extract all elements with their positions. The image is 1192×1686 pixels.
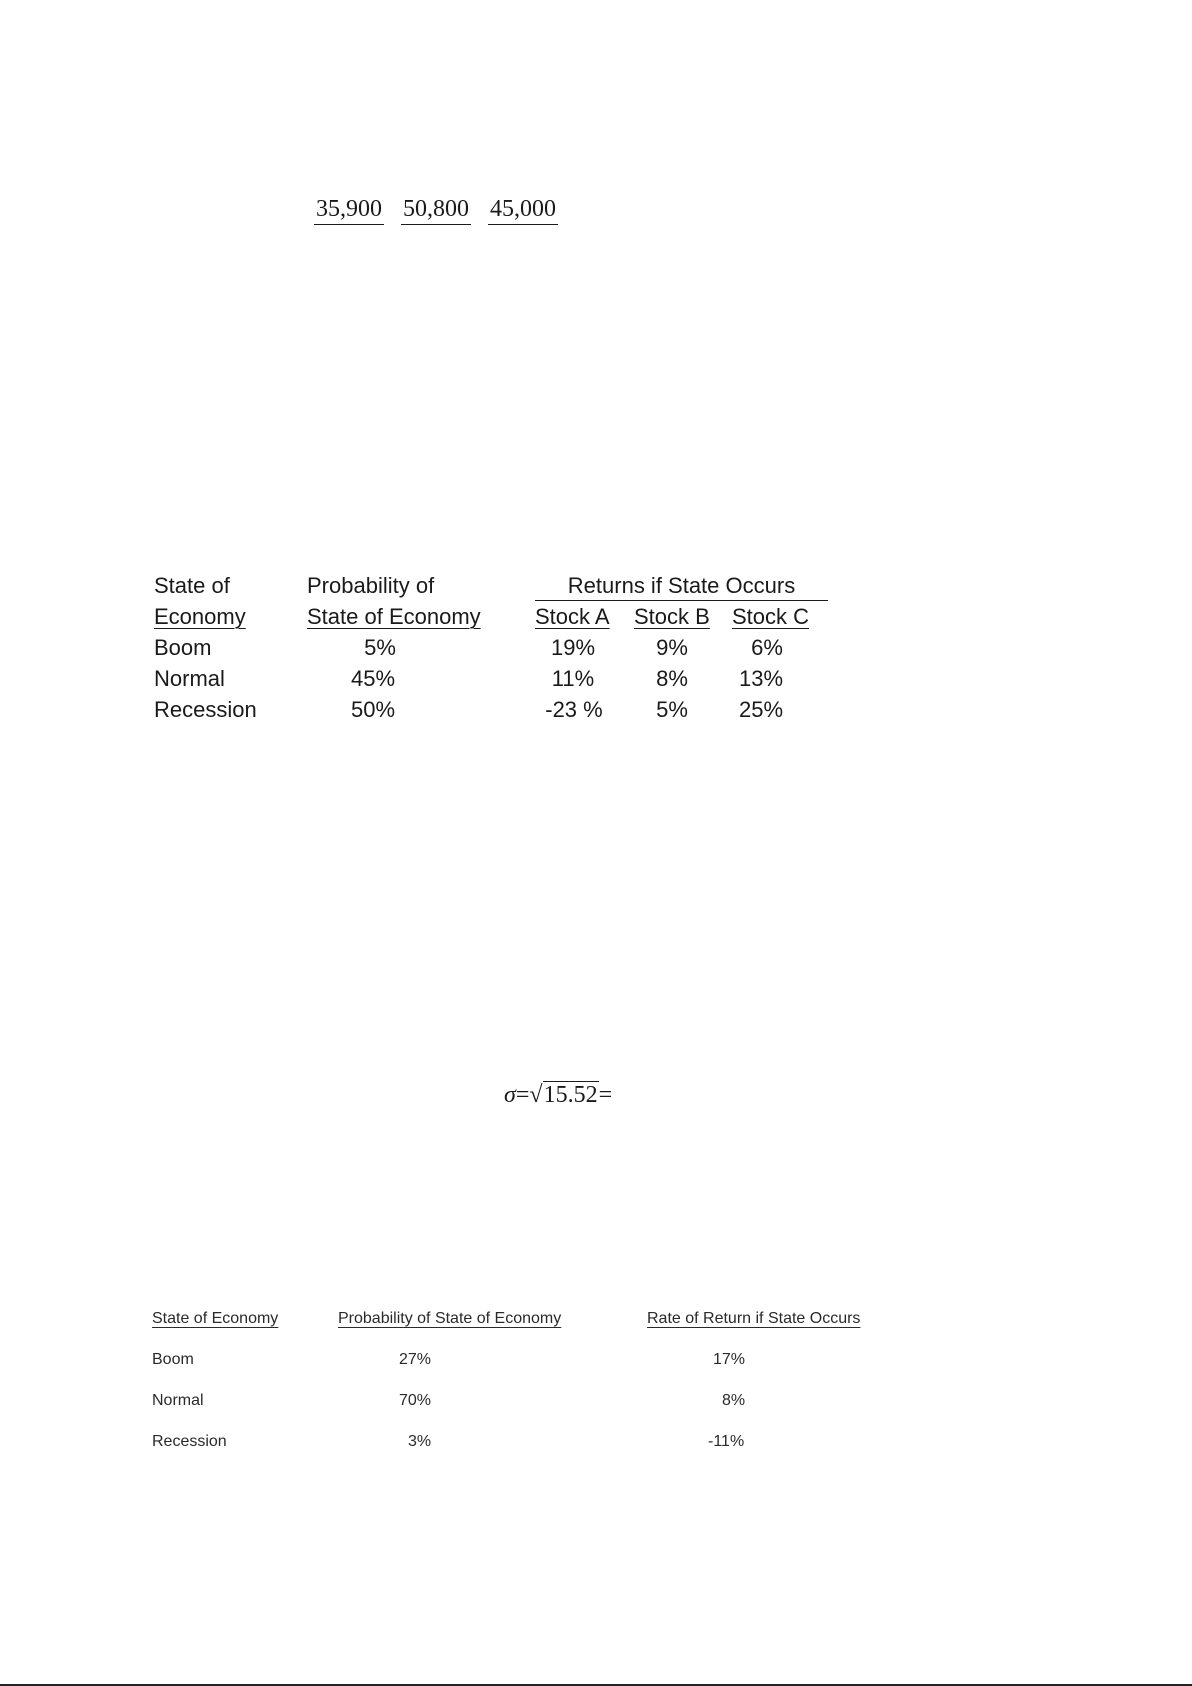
row-stock-b: 5% — [656, 697, 688, 722]
header-state-of: State of — [154, 573, 230, 598]
row-state: Boom — [154, 635, 212, 660]
row-probability: 27% — [399, 1351, 432, 1368]
row-state: Recession — [152, 1433, 227, 1450]
header-probability-of: Probability of — [307, 573, 435, 598]
header-economy: Economy — [154, 604, 246, 629]
row-stock-a: 11% — [551, 666, 595, 691]
header-rate-of-return: Rate of Return if State Occurs — [647, 1310, 861, 1327]
row-stock-c: 13% — [738, 666, 784, 691]
equals-sign-trailing: = — [598, 1082, 613, 1108]
row-stock-a: -23 % — [545, 697, 603, 722]
row-probability: 5% — [364, 635, 396, 660]
row-probability: 45% — [350, 666, 396, 691]
row-stock-b: 9% — [656, 635, 688, 660]
value-2: 50,800 — [401, 196, 471, 225]
value-1: 35,900 — [314, 196, 384, 225]
radicand-value: 15.52 — [543, 1082, 598, 1108]
standard-deviation-formula — [504, 1082, 612, 1109]
row-state: Normal — [152, 1392, 204, 1409]
header-state-of-economy: State of Economy — [152, 1310, 279, 1327]
row-probability: 70% — [399, 1392, 432, 1409]
row-state: Boom — [152, 1351, 194, 1368]
row-stock-a: 19% — [550, 635, 596, 660]
sigma-symbol: σ — [504, 1082, 516, 1108]
value-3: 45,000 — [488, 196, 558, 225]
header-stock-c: Stock C — [732, 604, 810, 629]
header-returns-if-state-occurs: Returns if State Occurs — [535, 573, 828, 601]
header-probability-of-state: Probability of State of Economy — [338, 1310, 562, 1327]
header-state-of-economy: State of Economy — [307, 604, 481, 629]
row-stock-c: 6% — [751, 635, 783, 660]
header-stock-b: Stock B — [634, 604, 710, 629]
row-rate: 17% — [713, 1351, 746, 1368]
row-state: Normal — [154, 666, 225, 691]
row-probability: 3% — [408, 1433, 432, 1450]
row-rate: 8% — [722, 1392, 746, 1409]
row-stock-b: 8% — [656, 666, 688, 691]
row-rate: -11% — [708, 1433, 745, 1450]
row-stock-c: 25% — [738, 697, 784, 722]
row-state: Recession — [154, 697, 257, 722]
equals-sign: = — [515, 1082, 530, 1108]
radical-sign: √ — [529, 1082, 543, 1108]
row-probability: 50% — [350, 697, 396, 722]
header-stock-a: Stock A — [535, 604, 610, 629]
